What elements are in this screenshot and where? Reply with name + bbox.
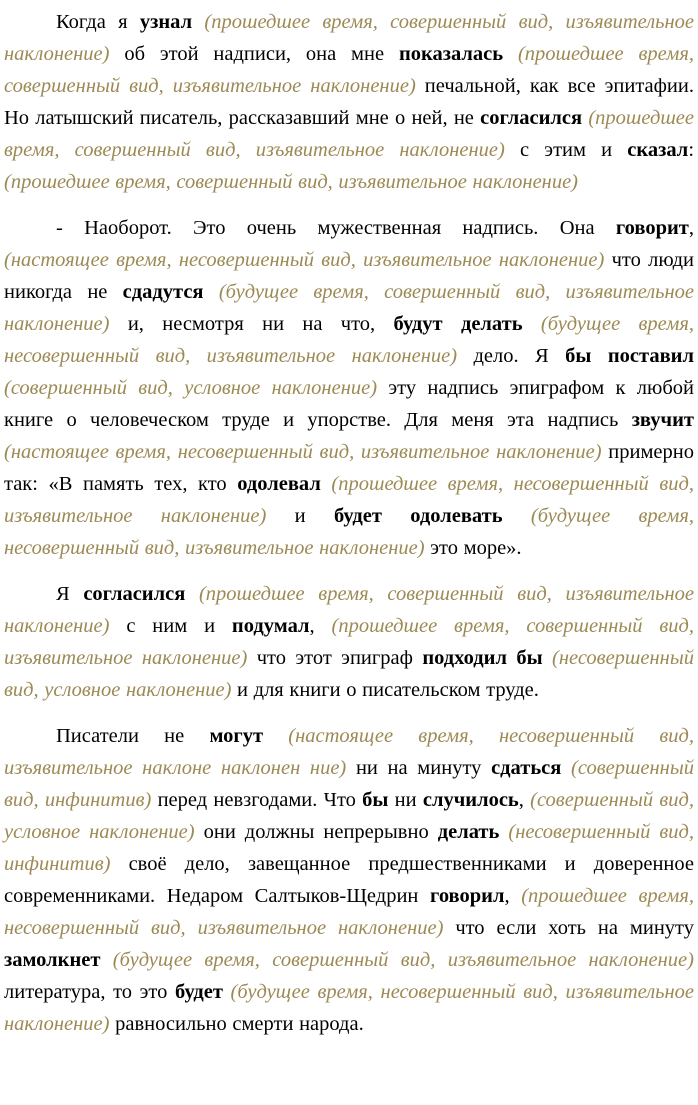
grammar-gloss: (совершенный вид, инфинитив) (4, 757, 694, 811)
highlighted-verb: случилось (422, 789, 519, 811)
body-text: равносильно смерти народа. (115, 1013, 364, 1035)
grammar-gloss: (будущее время, несовершенный вид, изъявительное наклонение) (4, 981, 694, 1035)
body-text: примерно так: «В память тех, кто (4, 441, 694, 495)
body-text: эту надпись эпиграфом к любой книге о человеческом труде и упорстве. Для меня эта надпись (4, 377, 694, 431)
grammar-gloss: (прошедшее время, совершенный вид, изъявительное наклонение) (4, 583, 694, 637)
highlighted-verb: бы (362, 789, 389, 811)
body-text: что люди никогда не (4, 249, 695, 303)
highlighted-verb: будет одолевать (333, 505, 503, 527)
body-text: литература, то это (4, 981, 175, 1003)
grammar-gloss: (несовершенный вид, инфинитив) (4, 821, 694, 875)
body-text: , (309, 615, 332, 637)
highlighted-verb: говорит (615, 217, 689, 239)
grammar-gloss: (будущее время, несовершенный вид, изъявительное наклонение) (4, 313, 694, 367)
grammar-gloss: (настоящее время, несовершенный вид, изъявительное наклоне наклонен ние) (4, 725, 694, 779)
highlighted-verb: делать (437, 821, 500, 843)
highlighted-verb: говорил (430, 885, 505, 907)
body-text: и (294, 505, 334, 527)
document-body (4, 6, 694, 1040)
body-text: и для книги о писательском труде. (237, 679, 539, 701)
grammar-gloss: (совершенный вид, условное наклонение) (4, 789, 694, 843)
highlighted-verb: согласился (83, 583, 186, 605)
grammar-gloss: (будущее время, несовершенный вид, изъявительное наклонение) (4, 505, 694, 559)
grammar-gloss: (прошедшее время, совершенный вид, изъявительное наклонение) (4, 43, 694, 97)
paragraph (4, 6, 694, 198)
body-text: и, несмотря ни на что, (127, 313, 394, 335)
highlighted-verb: сдадутся (122, 281, 204, 303)
highlighted-verb: согласился (480, 107, 583, 129)
highlighted-verb: одолевал (237, 473, 321, 495)
body-text: перед невзгодами. Что (157, 789, 363, 811)
body-text: Писатели не (56, 725, 210, 747)
highlighted-verb: замолкнет (4, 949, 101, 971)
body-text: они должны непрерывно (203, 821, 438, 843)
body-text: , (688, 217, 694, 239)
body-text: своё дело, завещанное предшественниками и доверенное современниками. Недаром Салтыков-Щедрин (4, 853, 694, 907)
body-text: с этим и (520, 139, 628, 161)
body-text: с ним и (126, 615, 232, 637)
grammar-gloss: (настоящее время, несовершенный вид, изъявительное наклонение) (4, 441, 609, 463)
highlighted-verb: подходил бы (422, 647, 543, 669)
body-text: : (688, 139, 695, 161)
highlighted-verb: сказал (627, 139, 689, 161)
body-text: об этой надписи, она мне (124, 43, 399, 65)
grammar-gloss: (прошедшее время, совершенный вид, изъявительное наклонение) (4, 107, 695, 161)
grammar-gloss: (прошедшее время, совершенный вид, изъявительное наклонение) (4, 615, 695, 669)
body-text: , (504, 885, 522, 907)
body-text: Когда я (56, 11, 140, 33)
body-text: печальной, как все эпитафии. Но латышский писатель, рассказавший мне о ней, не (4, 75, 694, 129)
grammar-gloss: (прошедшее время, совершенный вид, изъявительное наклонение) (4, 171, 579, 193)
body-text: дело. Я (473, 345, 566, 367)
grammar-gloss: (прошедшее время, совершенный вид, изъявительное наклонение) (4, 11, 694, 65)
highlighted-verb: звучит (631, 409, 694, 431)
paragraph (4, 212, 694, 564)
highlighted-verb: будет (174, 981, 223, 1003)
highlighted-verb: сдаться (491, 757, 562, 779)
body-text: , (518, 789, 531, 811)
highlighted-verb: узнал (139, 11, 193, 33)
grammar-gloss: (несовершенный вид, условное наклонение) (4, 647, 694, 701)
body-text: что этот эпиграф (256, 647, 423, 669)
grammar-gloss: (прошедшее время, несовершенный вид, изъявительное наклонение) (4, 473, 694, 527)
highlighted-verb: будут делать (393, 313, 523, 335)
body-text: ни (388, 789, 423, 811)
paragraph (4, 720, 694, 1040)
highlighted-verb: показалась (398, 43, 504, 65)
grammar-gloss: (будущее время, совершенный вид, изъявительное наклонение) (100, 949, 694, 971)
body-text: это море». (430, 537, 522, 559)
body-text: ни на минуту (355, 757, 492, 779)
body-text: Я (56, 583, 84, 605)
grammar-gloss: (совершенный вид, условное наклонение) (4, 377, 389, 399)
highlighted-verb: могут (209, 725, 264, 747)
grammar-gloss: (будущее время, совершенный вид, изъявительное наклонение) (4, 281, 694, 335)
grammar-gloss: (прошедшее время, несовершенный вид, изъявительное наклонение) (4, 885, 694, 939)
body-text: - Наоборот. Это очень мужественная надпись. Она (56, 217, 616, 239)
highlighted-verb: подумал (231, 615, 310, 637)
highlighted-verb: бы поставил (565, 345, 694, 367)
body-text: что если хоть на минуту (455, 917, 694, 939)
grammar-gloss: (настоящее время, несовершенный вид, изъявительное наклонение) (4, 249, 612, 271)
paragraph (4, 578, 694, 706)
